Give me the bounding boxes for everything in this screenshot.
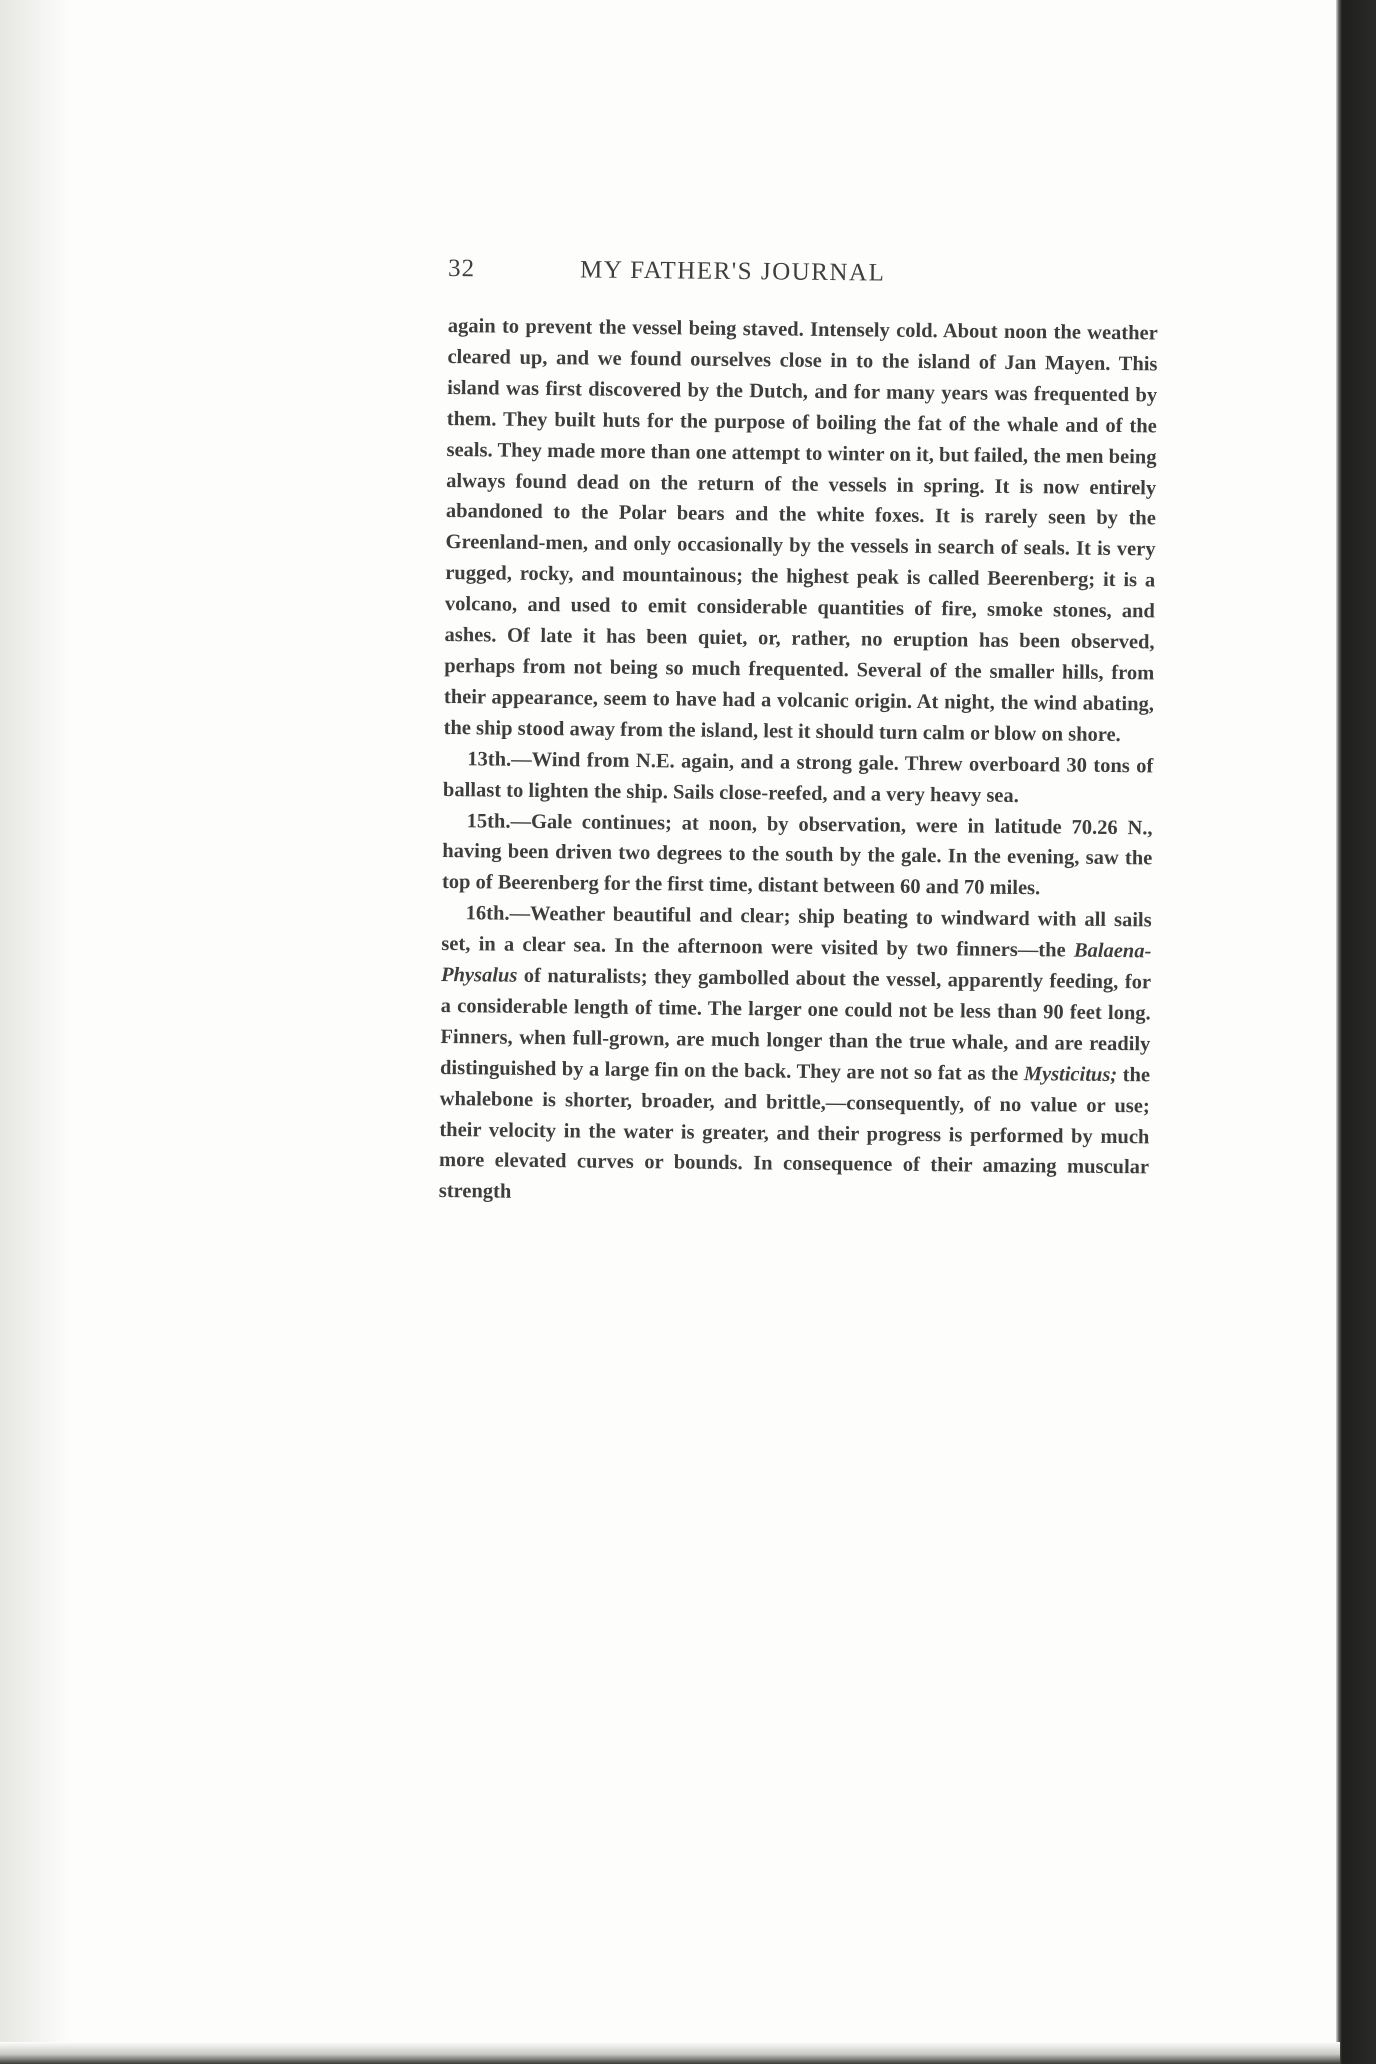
book-spine-shadow <box>1336 0 1376 2064</box>
running-title: MY FATHER'S JOURNAL <box>579 256 886 287</box>
paragraph-16th-part-c: the whalebone is shorter, broader, and brittle,—consequently, of no value or use; their velocity in the water is greater, and their progress is performed by much more elevated curves or bounds. In consequence of their amazing muscular strength <box>438 1063 1151 1204</box>
paragraph-15th: 15th.—Gale continues; at noon, by observation, were in latitude 70.26 N., having been driven two degrees to the south by the gale. In the evening, saw the top of Beerenberg for the first time, distant between 60 and 70 miles. <box>441 809 1153 900</box>
page-number: 32 <box>447 255 476 283</box>
paragraph-13th: 13th.—Wind from N.E. again, and a strong gale. Threw overboard 30 tons of ballast to lighten the ship. Sails close-reefed, and a very heavy sea. <box>442 747 1154 807</box>
scientific-name-balaena: Balaena-Physalus <box>440 939 1152 987</box>
book-page <box>438 255 1158 1207</box>
page-left-shadow <box>0 0 70 2064</box>
paragraph-16th-part-b: of naturalists; they gambolled about the vessel, apparently feeding, for a considerable length of time. The larger one could not be less than 90 feet long. Finners, when full-grown, are much longer than the true whale, and are readily distinguished by a large fin on the back. They are not so fat as the <box>439 964 1152 1085</box>
paragraph-16th-part-a: 16th.—Weather beautiful and clear; ship beating to windward with all sails set, in a clear sea. In the afternoon were visited by two finners—the <box>441 902 1152 962</box>
paragraph-continuation: again to prevent the vessel being staved. Intensely cold. About noon the weather cleared up, and we found ourselves close in to the island of Jan Mayen. This island was first discovered by the Dutch, and for many years was frequented by them. They built huts for the purpose of boiling the fat of the whale and of the seals. They made more than one attempt to winter on it, but failed, the men being always found dead on the return of the vessels in spring. It is now entirely abandoned to the Polar bears and the white foxes. It is rarely seen by the Greenland-men, and only occasionally by the vessels in search of seals. It is very rugged, rocky, and mountainous; the highest peak is called Beerenberg; it is a volcano, and used to emit considerable quantities of fire, smoke stones, and ashes. Of late it has been quiet, or, rather, no eruption has been observed, perhaps from not being so much frequented. Several of the smaller hills, from their appearance, seem to have had a volcanic origin. At night, the wind abating, the ship stood away from the island, lest it should turn calm or blow on shore. <box>443 314 1158 746</box>
running-head <box>448 255 1158 302</box>
paragraph-16th <box>439 898 1152 1214</box>
page-bottom-edge <box>0 2042 1340 2064</box>
scientific-name-mysticitus: Mysticitus; <box>1023 1062 1118 1086</box>
body-text <box>439 311 1158 1215</box>
